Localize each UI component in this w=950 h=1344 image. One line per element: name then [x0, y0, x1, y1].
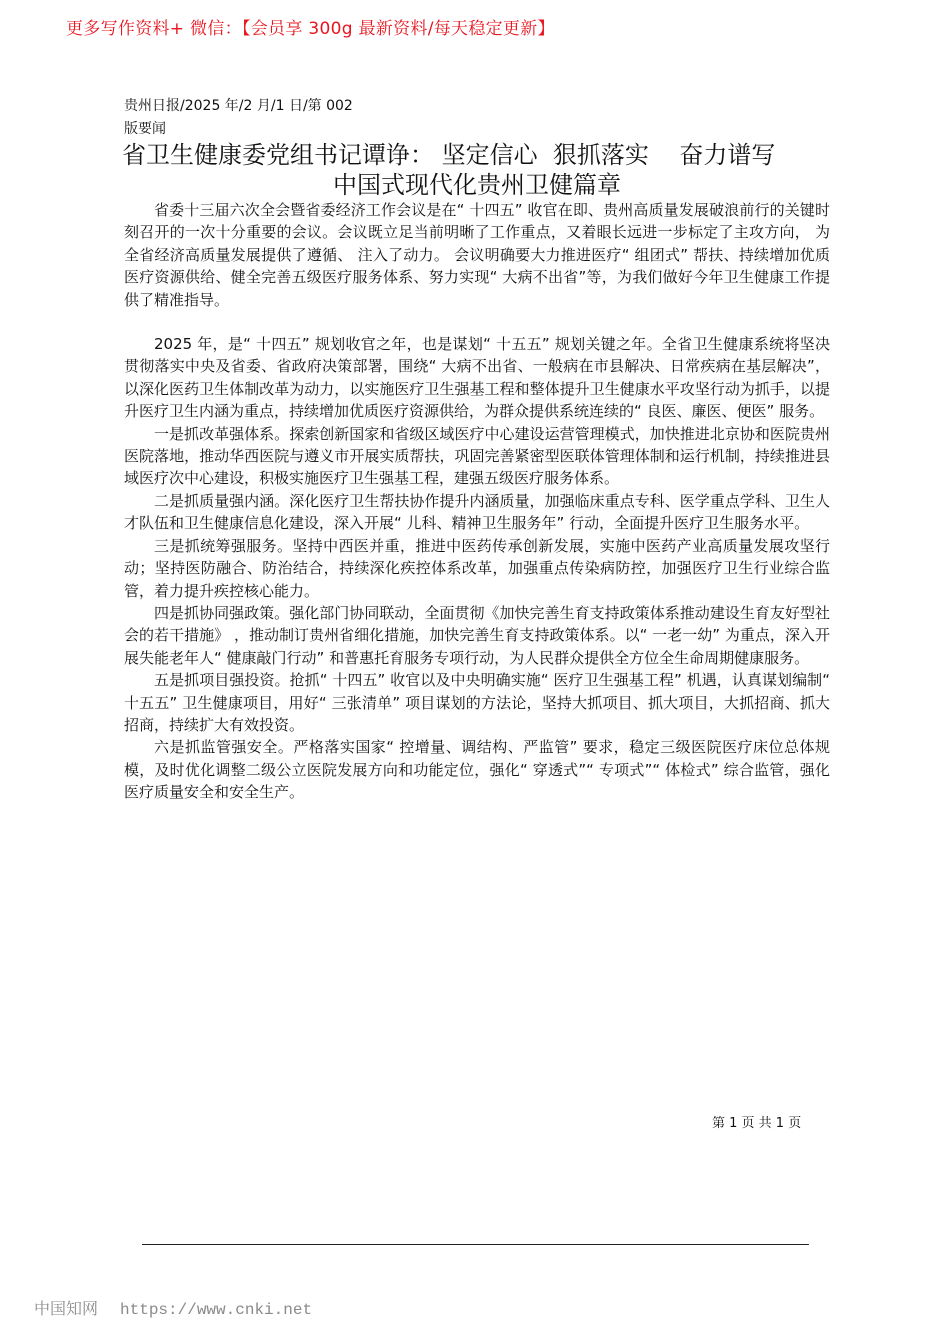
paragraph-point-2: 二是抓质量强内涵。深化医疗卫生帮扶协作提升内涵质量，加强临床重点专科、医学重点学科、卫生人才队伍和卫生健康信息化建设，深入开展“ 儿科、精神卫生服务年” 行动，全面提升医疗卫生服务水平。 — [124, 491, 830, 533]
promo-banner: 更多写作资料+ 微信：【会员享 300g 最新资料/每天稳定更新】 — [66, 19, 555, 39]
paragraph-point-1: 一是抓改革强体系。探索创新国家和省级区域医疗中心建设运营管理模式，加快推进北京协和医院贵州医院落地，推动华西医院与遵义市开展实质帮扶，巩固完善紧密型医联体管理体制和运行机制，持续推进县域医疗次中心建设，积极实施医疗卫生强基工程，建强五级医疗服务体系。 — [124, 424, 830, 488]
article-body — [124, 199, 830, 804]
paragraph-point-6: 六是抓监管强安全。严格落实国家“ 控增量、调结构、严监管” 要求，稳定三级医院医疗床位总体规模，及时优化调整二级公立医院发展方向和功能定位，强化“ 穿透式”“ 专项式”“ 体检式” 综合监管，强化医疗质量安全和安全生产。 — [124, 738, 830, 802]
footer-divider — [142, 1244, 809, 1245]
paragraph-point-5: 五是抓项目强投资。抢抓“ 十四五” 收官以及中央明确实施“ 医疗卫生强基工程” 机遇，认真谋划编制“ 十五五” 卫生健康项目，用好“ 三张清单” 项目谋划的方法论，坚持大抓项目、抓大项目，大抓招商、抓大招商，持续扩大有效投资。 — [124, 671, 830, 734]
section-line: 版要闻 — [124, 121, 166, 137]
paragraph-intro: 省委十三届六次全会暨省委经济工作会议是在“ 十四五” 收官在即、贵州高质量发展破浪前行的关键时刻召开的一次十分重要的会议。会议既立足当前明晰了工作重点，又着眼长远进一步标定了主攻方向， 为全省经济高质量发展提供了遵循、 注入了动力。 会议明确要大力推进医疗“ 组团式” 帮扶、持续增加优质医疗资源供给、健全完善五级医疗服务体系、努力实现“ 大病不出省”等，为我们做好今年卫生健康工作提供了精准指导。 — [124, 201, 830, 309]
article-title-line2: 中国式现代化贵州卫健篇章 — [333, 171, 621, 199]
article-title — [122, 140, 832, 200]
paragraph-point-3: 三是抓统筹强服务。坚持中西医并重，推进中医药传承创新发展，实施中医药产业高质量发展攻坚行动；坚持医防融合、防治结合，持续深化疾控体系改革，加强重点传染病防控，加强医疗卫生行业综合监管，着力提升疾控核心能力。 — [124, 536, 830, 600]
footer-site-name: 中国知网 — [34, 1299, 99, 1318]
article-title-line1: 省卫生健康委党组书记谭诤： 坚定信心 狠抓落实 奋力谱写 — [122, 141, 776, 169]
page-number: 第 1 页 共 1 页 — [712, 1116, 802, 1131]
paragraph-point-4: 四是抓协同强政策。强化部门协同联动，全面贯彻《加快完善生育支持政策体系推动建设生育友好型社会的若干措施》 ，推动制订贵州省细化措施，加快完善生育支持政策体系。以“ 一老一幼” 为重点，深入开展失能老年人“ 健康敲门行动” 和普惠托育服务专项行动，为人民群众提供全方位全生命周期健康服务。 — [124, 603, 830, 667]
source-line: 贵州日报/2025 年/2 月/1 日/第 002 — [124, 98, 353, 114]
footer-url-link[interactable]: https://www.cnki.net — [120, 1301, 313, 1319]
paragraph-overview: 2025 年，是“ 十四五” 规划收官之年，也是谋划“ 十五五” 规划关键之年。全省卫生健康系统将坚决贯彻落实中央及省委、省政府决策部署，围绕“ 大病不出省、一般病在市县解决、日常疾病在基层解决”，以深化医药卫生体制改革为动力，以实施医疗卫生强基工程和整体提升卫生健康水平攻坚行动为抓手，以提升医疗卫生内涵为重点，持续增加优质医疗资源供给，为群众提供系统连续的“ 良医、廉医、便医” 服务。 — [124, 335, 830, 421]
footer — [34, 1296, 312, 1319]
